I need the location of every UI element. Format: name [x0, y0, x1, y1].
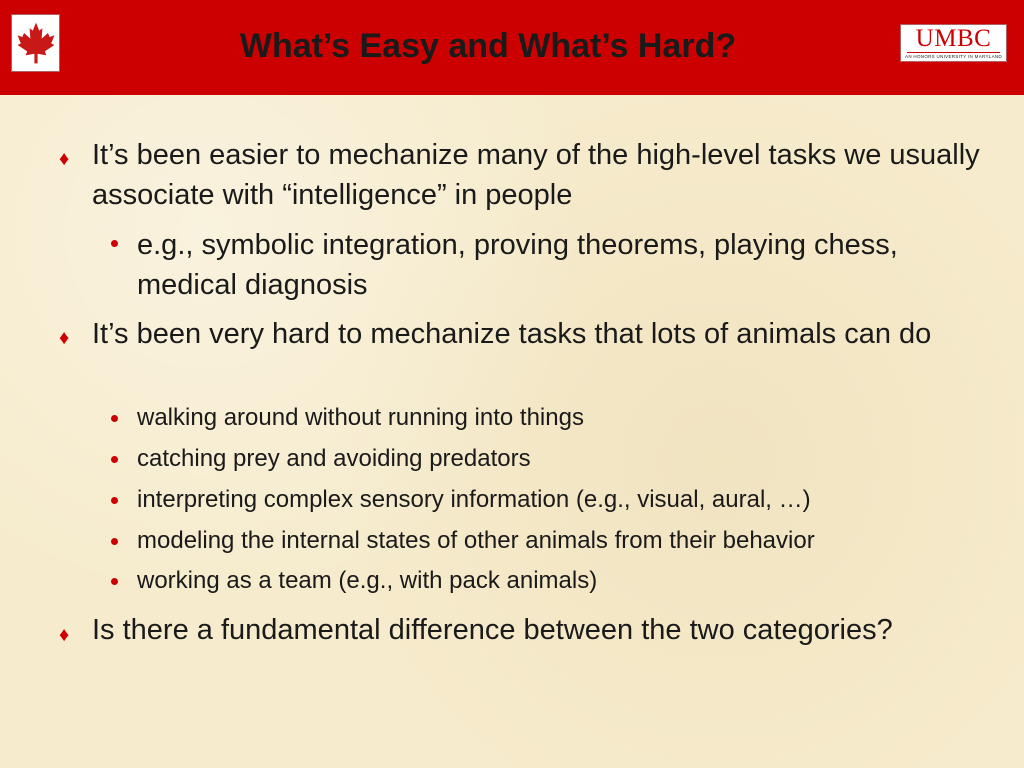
bullet-sub-2-1: walking around without running into things [137, 404, 584, 431]
title-bar [0, 0, 1024, 95]
bullet-sub-2-4: modeling the internal states of other animals from their behavior [137, 527, 815, 554]
umbc-logo-rule [907, 52, 1000, 53]
bullet-sub-1-1: e.g., symbolic integration, proving theorems, playing chess, medical diagnosis [137, 229, 898, 301]
bullet-main-3: Is there a fundamental difference between the two categories? [92, 614, 893, 646]
umbc-logo-tagline: AN HONORS UNIVERSITY IN MARYLAND [905, 54, 1002, 59]
bullet-main-2: It’s been very hard to mechanize tasks that lots of animals can do [92, 318, 932, 350]
diamond-bullet-icon: ♦ [59, 148, 70, 170]
bullet-sub-2-5: working as a team (e.g., with pack animals) [137, 567, 598, 594]
bullet-main-1: It’s been easier to mechanize many of the high-level tasks we usually associate with “intelligence” in people [92, 139, 980, 211]
bullet-sub-2-2: catching prey and avoiding predators [137, 445, 531, 472]
round-bullet-icon [111, 497, 118, 504]
umbc-logo-text: UMBC [915, 25, 992, 52]
round-bullet-icon [111, 240, 118, 247]
slide-title: What’s Easy and What’s Hard? [239, 27, 737, 65]
diamond-bullet-icon: ♦ [59, 624, 70, 646]
round-bullet-icon [111, 578, 118, 585]
round-bullet-icon [111, 415, 118, 422]
round-bullet-icon [111, 456, 118, 463]
round-bullet-icon [111, 538, 118, 545]
diamond-bullet-icon: ♦ [59, 327, 70, 349]
umbc-logo [900, 24, 1007, 62]
bullet-sub-2-3: interpreting complex sensory information (e.g., visual, aural, …) [137, 486, 811, 513]
